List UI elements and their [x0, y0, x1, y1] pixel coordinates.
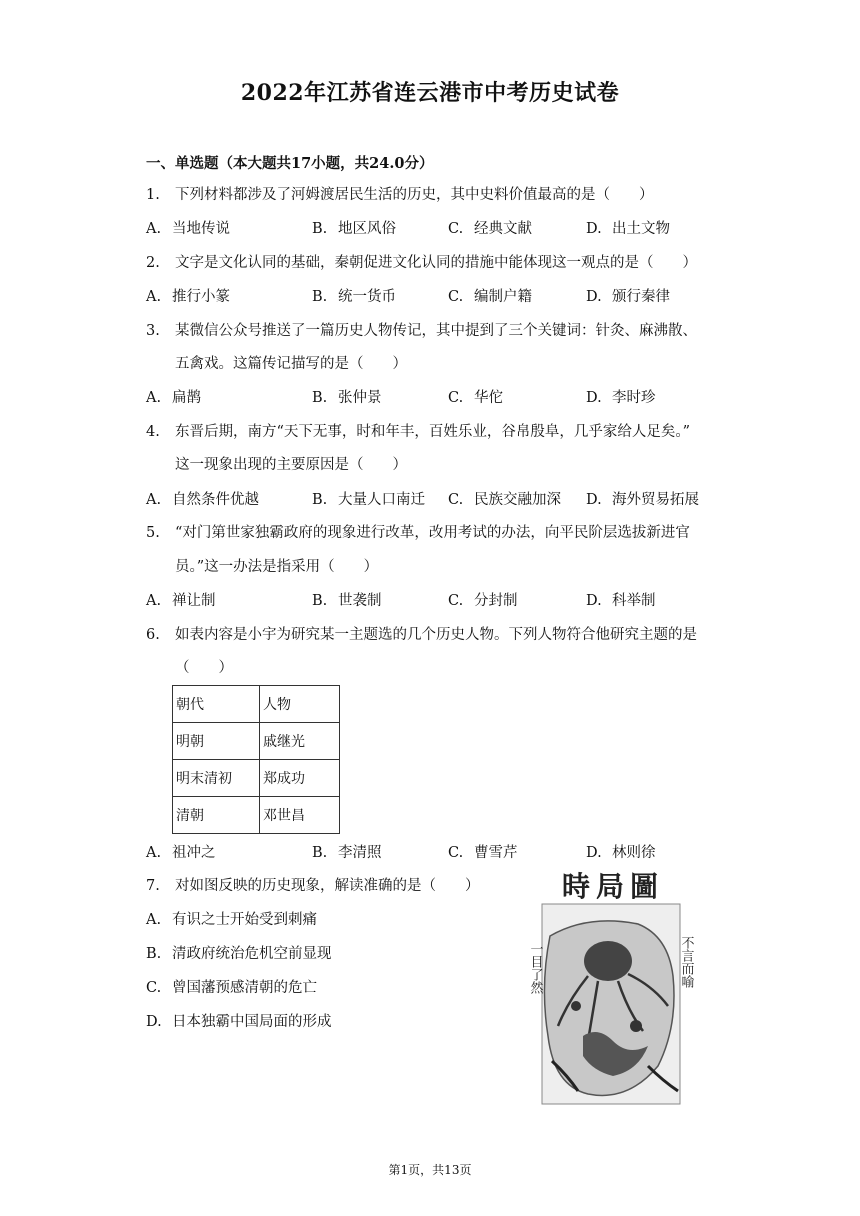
table-cell: 清朝 — [173, 797, 260, 834]
question-6 — [146, 624, 697, 646]
option-a[interactable]: A. 自然条件优越 — [146, 492, 259, 508]
table-cell: 戚继光 — [260, 723, 340, 760]
option-c[interactable]: C. 编制户籍 — [448, 289, 532, 305]
option-b[interactable]: B. 李清照 — [312, 845, 382, 861]
option-b[interactable]: B. 统一货币 — [312, 289, 396, 305]
options-q4 — [146, 489, 746, 511]
option-c[interactable]: C. 经典文献 — [448, 221, 532, 237]
question-3 — [146, 320, 697, 342]
option-a[interactable]: A. 推行小篆 — [146, 289, 230, 305]
question-5 — [146, 522, 690, 544]
option-c[interactable]: C. 曾国藩预感清朝的危亡 — [146, 980, 317, 996]
option-d[interactable]: D. 出土文物 — [586, 221, 670, 237]
question-text: 东晋后期，南方“天下无事，时和年丰，百姓乐业，谷帛殷阜，几乎家给人足矣。” — [175, 424, 691, 440]
options-q6 — [146, 842, 746, 864]
option-b[interactable]: B. 张仲景 — [312, 390, 382, 406]
table-cell: 明末清初 — [173, 760, 260, 797]
table-cell: 人物 — [260, 686, 340, 723]
options-q5 — [146, 590, 746, 612]
exam-title: 2022年江苏省连云港市中考历史试卷 — [240, 80, 620, 106]
table-cell: 明朝 — [173, 723, 260, 760]
question-text: 文字是文化认同的基础，秦朝促进文化认同的措施中能体现这一观点的是（ ） — [175, 255, 697, 271]
question-number: 7. — [146, 878, 160, 894]
table-cell: 朝代 — [173, 686, 260, 723]
shiju-cartoon-figure — [528, 866, 698, 1108]
option-a[interactable]: A. 扁鹊 — [146, 390, 201, 406]
table-row — [173, 686, 340, 723]
option-b[interactable]: B. 清政府统治危机空前显现 — [146, 946, 332, 962]
option-c[interactable]: C. 华佗 — [448, 390, 503, 406]
question-number: 1. — [146, 187, 160, 203]
question-text-cont: 员。”这一办法是指采用（ ） — [175, 559, 379, 575]
option-a[interactable]: A. 禅让制 — [146, 593, 216, 609]
option-d[interactable]: D. 林则徐 — [586, 845, 656, 861]
table-cell: 郑成功 — [260, 760, 340, 797]
table-row — [173, 760, 340, 797]
figure-left-text: 一目了然 — [528, 942, 543, 994]
question-number: 2. — [146, 255, 160, 271]
page-footer: 第1页，共13页 — [388, 1163, 472, 1177]
option-c[interactable]: C. 民族交融加深 — [448, 492, 561, 508]
options-q2 — [146, 286, 746, 308]
section-heading: 一、单选题（本大题共17小题，共24.0分） — [146, 155, 434, 172]
question-text: 某微信公众号推送了一篇历史人物传记，其中提到了三个关键词：针灸、麻沸散、 — [175, 323, 697, 339]
question-text: 下列材料都涉及了河姆渡居民生活的历史，其中史料价值最高的是（ ） — [175, 187, 654, 203]
question-1 — [146, 184, 654, 206]
option-d[interactable]: D. 李时珍 — [586, 390, 656, 406]
option-d[interactable]: D. 科举制 — [586, 593, 656, 609]
option-b[interactable]: B. 地区风俗 — [312, 221, 396, 237]
table-cell: 邓世昌 — [260, 797, 340, 834]
option-c[interactable]: C. 分封制 — [448, 593, 518, 609]
question-text-cont: （ ） — [175, 660, 233, 676]
question-number: 6. — [146, 627, 160, 643]
question-4 — [146, 421, 690, 443]
option-c[interactable]: C. 曹雪芹 — [448, 845, 518, 861]
table-row — [173, 797, 340, 834]
option-d[interactable]: D. 海外贸易拓展 — [586, 492, 699, 508]
option-a[interactable]: A. 祖冲之 — [146, 845, 216, 861]
options-q1 — [146, 218, 746, 240]
options-q3 — [146, 387, 746, 409]
option-d[interactable]: D. 颁行秦律 — [586, 289, 670, 305]
question-text: 对如图反映的历史现象，解读准确的是（ ） — [175, 878, 480, 894]
question-text: 如表内容是小宇为研究某一主题选的几个历史人物。下列人物符合他研究主题的是 — [175, 627, 697, 643]
question-number: 4. — [146, 424, 160, 440]
question-number: 5. — [146, 525, 160, 541]
question-text: “对门第世家独霸政府的现象进行改革，改用考试的办法，向平民阶层选拔新进官 — [175, 525, 690, 541]
table-row — [173, 723, 340, 760]
option-b[interactable]: B. 世袭制 — [312, 593, 382, 609]
figure-right-text: 不言而喻 — [678, 936, 694, 988]
question-2 — [146, 252, 697, 274]
option-b[interactable]: B. 大量人口南迁 — [312, 492, 425, 508]
question-text-cont: 这一现象出现的主要原因是（ ） — [175, 457, 407, 473]
figure-title: 時局圖 — [561, 870, 665, 903]
question-text-cont: 五禽戏。这篇传记描写的是（ ） — [175, 356, 407, 372]
option-a[interactable]: A. 有识之士开始受到刺痛 — [146, 912, 317, 928]
option-a[interactable]: A. 当地传说 — [146, 221, 230, 237]
question-7 — [146, 875, 480, 897]
option-d[interactable]: D. 日本独霸中国局面的形成 — [146, 1014, 332, 1030]
question-number: 3. — [146, 323, 160, 339]
figures-table — [172, 685, 340, 834]
